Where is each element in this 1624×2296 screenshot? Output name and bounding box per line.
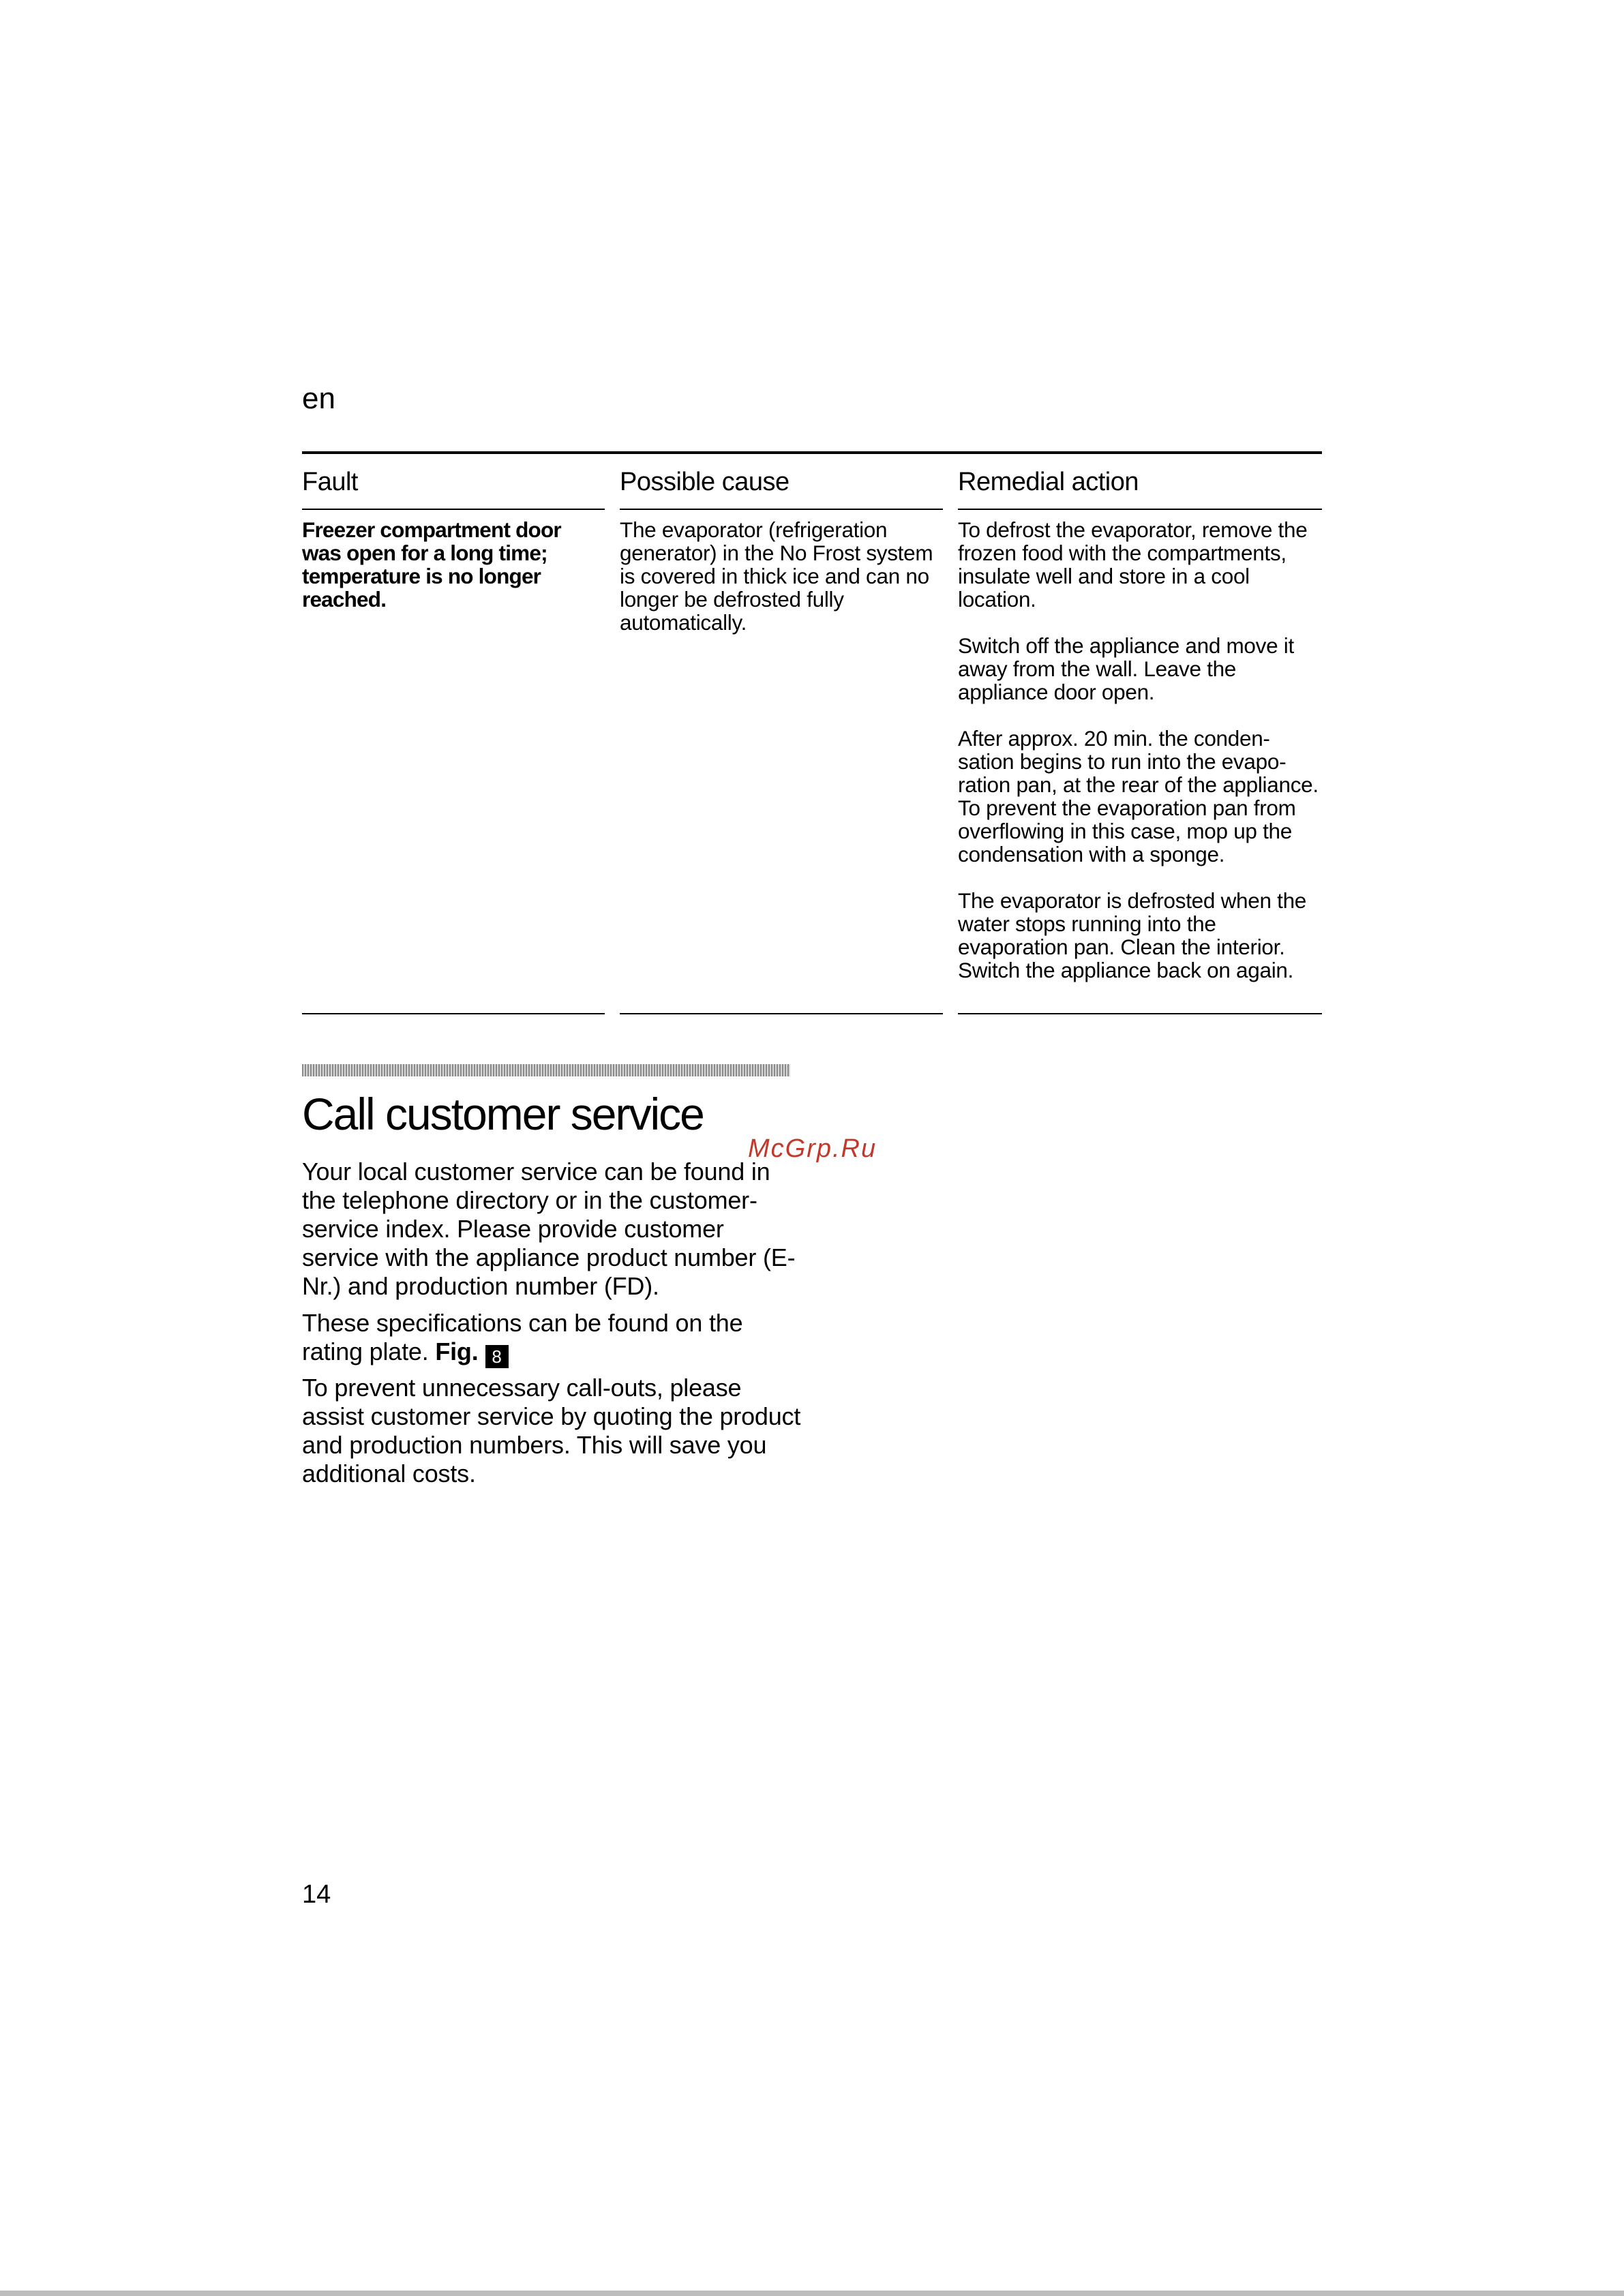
header-rule-action [958, 509, 1322, 510]
figure-reference-label: Fig. [435, 1338, 479, 1365]
remedial-step: The evaporator is defrosted when the water stops running into the evaporation pan. Clean the interior. Switch the appliance back on again. [958, 888, 1307, 982]
column-header-fault: Fault [302, 468, 358, 496]
rating-plate-text: These specifications can be found on the rating plate. [302, 1309, 743, 1365]
watermark: McGrp.Ru [748, 1134, 877, 1163]
column-header-remedial-action: Remedial action [958, 468, 1139, 496]
table-cell-fault: Freezer compartment door was open for a long time; temperature is no longer reached. [302, 517, 561, 611]
figure-number-badge: 8 [485, 1345, 509, 1368]
table-top-rule [302, 451, 1322, 454]
table-cell-remedial-action [958, 518, 1322, 1005]
header-rule-fault [302, 509, 605, 510]
paragraph-customer-service: Your local customer service can be found in the telephone directory or in the customer-service index. Please provide customer service with the appliance product number (E-Nr.) and production number (FD). [302, 1158, 796, 1300]
page-bottom-edge [0, 2291, 1624, 2296]
section-title: Call customer service [302, 1089, 704, 1139]
remedial-step: To defrost the evaporator, remove the frozen food with the compartments, insulate well and store in a cool location. [958, 517, 1308, 611]
paragraph-rating-plate [302, 1309, 807, 1368]
header-rule-cause [620, 509, 943, 510]
section-divider-bar [302, 1064, 790, 1076]
remedial-step: After approx. 20 min. the conden-sation begins to run into the evapo-ration pan, at the rear of the appliance. To prevent the evaporation pan from overflowing in this case, mop up the condensation with a sponge. [958, 726, 1319, 866]
bottom-rule-fault [302, 1013, 605, 1014]
paragraph-call-outs: To prevent unnecessary call-outs, please assist customer service by quoting the product and production numbers. This will save you additional costs. [302, 1374, 801, 1487]
table-cell-cause: The evaporator (refrigeration generator) in the No Frost system is covered in thick ice and can no longer be defrosted fully automatically. [620, 517, 933, 635]
page-number: 14 [302, 1880, 331, 1909]
bottom-rule-action [958, 1013, 1322, 1014]
remedial-step: Switch off the appliance and move it away from the wall. Leave the appliance door open. [958, 633, 1294, 704]
bottom-rule-cause [620, 1013, 943, 1014]
column-header-possible-cause: Possible cause [620, 468, 790, 496]
language-code: en [302, 382, 335, 415]
